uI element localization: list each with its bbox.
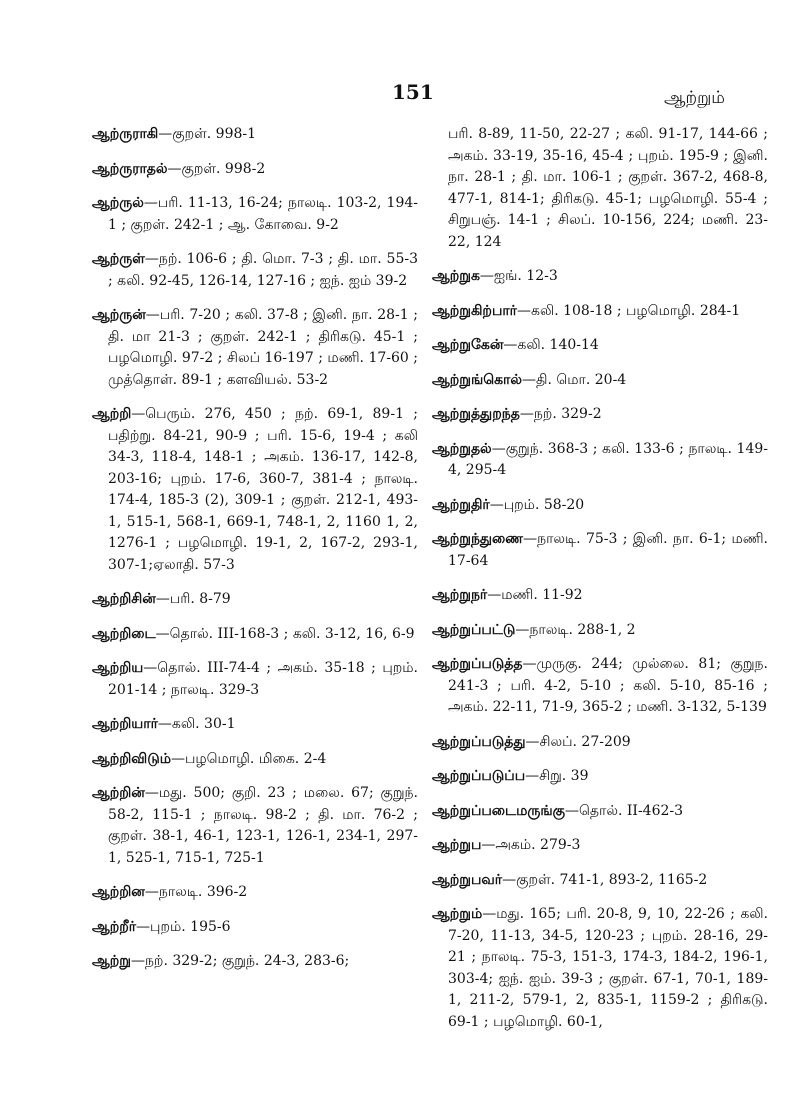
entry-references: —சிலப். 27-209: [525, 733, 631, 750]
index-entry: [92, 951, 418, 973]
entry-headword: ஆற்றுகிற்பார்: [432, 302, 517, 319]
entry-references: —நாலடி. 75-3 ; இனி. நா. 6-1; மணி. 17-64: [448, 531, 768, 569]
entry-references: —பழமொழி. மிகை. 2-4: [170, 750, 327, 767]
entry-headword: ஆற்றிய: [92, 660, 144, 676]
index-entry: [92, 749, 418, 771]
entry-headword: ஆற்றுப்படுத்து: [432, 733, 526, 750]
index-entry: [432, 301, 768, 323]
entry-references: பரி. 8-89, 11-50, 22-27 ; கலி. 91-17, 144-66 ; அகம். 33-19, 35-16, 45-4 ; புறம். 195-9 ; இனி. நா. 28-1 ; தி. மா. 106-1 ; குறள். 367-2, 468-8, 477-1, 814-1; திரிகடு. 45-1; பழமொழி. 55-4 ; சிறுபஞ். 14-1 ; சிலப். 10-156, 224; மணி. 23-22, 124: [448, 126, 768, 250]
entry-references: —அகம். 279-3: [481, 837, 581, 853]
index-entry: [432, 654, 768, 719]
entry-references: —நாலடி. 288-1, 2: [515, 621, 636, 638]
entry-references: —தொல். II-462-3: [565, 802, 684, 819]
entry-references: —நாலடி. 396-2: [144, 884, 248, 900]
entry-references: —மது. 500; குறி. 23 ; மலை. 67; குறுந். 58-2, 115-1 ; நாலடி. 98-2 ; தி. மா. 76-2 ; குறள். 38-1, 46-1, 123-1, 126-1, 234-1, 297-1, 525-1, 715-1, 725-1: [108, 785, 418, 866]
entry-references: —நற். 329-2: [519, 406, 602, 422]
index-entry: [92, 404, 418, 576]
index-entry: [92, 658, 418, 701]
index-entry: [92, 714, 418, 736]
entry-headword: ஆற்றுப்படுப்ப: [432, 768, 526, 784]
index-entry: [432, 335, 768, 357]
index-entry: [92, 159, 418, 181]
entry-headword: ஆற்றும்: [432, 906, 483, 922]
index-entry: [432, 266, 768, 288]
index-entry: [92, 917, 418, 939]
entry-references: —கலி. 108-18 ; பழமொழி. 284-1: [516, 302, 741, 319]
entry-references: —நற். 106-6 ; தி. மொ. 7-3 ; தி. மா. 55-3 ; கலி. 92-45, 126-14, 127-16 ; ஐந். ஐம் 39-2: [108, 251, 418, 289]
entry-headword: ஆற்ருல்: [92, 195, 144, 211]
entry-headword: ஆற்ருன்: [92, 307, 146, 323]
entry-headword: ஆற்றுப்படுத்த: [432, 656, 523, 672]
entry-headword: ஆற்றுதல்: [432, 440, 492, 457]
index-entry: [432, 732, 768, 754]
index-entry: [92, 124, 418, 146]
entry-references: —நற். 329-2; குறுந். 24-3, 283-6;: [130, 953, 350, 969]
index-entry: [92, 783, 418, 869]
index-entry: [92, 305, 418, 391]
right-column: [432, 124, 768, 1046]
entry-headword: ஆற்றுபவர்: [432, 871, 503, 888]
entry-headword: ஆற்றுநர்: [432, 587, 488, 603]
index-entry: [92, 193, 418, 236]
index-entry: [432, 529, 768, 572]
entry-headword: ஆற்றுக: [432, 268, 480, 284]
index-entry: [432, 124, 768, 253]
entry-references: —பரி. 7-20 ; கலி. 37-8 ; இனி. நா. 28-1 ; தி. மா 21-3 ; குறள். 242-1 ; திரிகடு. 45-1 ; பழமொழி. 97-2 ; சிலப் 16-197 ; மணி. 17-60 ; முத்தொள். 89-1 ; களவியல். 53-2: [108, 307, 418, 388]
index-entry: [92, 624, 418, 646]
entry-headword: ஆற்றுங்கொல்: [432, 371, 522, 388]
entry-references: —புறம். 195-6: [136, 918, 231, 935]
index-entry: [432, 495, 768, 517]
entry-references: —குறுந். 368-3 ; கலி. 133-6 ; நாலடி. 149-4, 295-4: [448, 440, 768, 478]
entry-headword: ஆற்றுத்துறந்த: [432, 406, 520, 422]
running-head: ஆற்றும்: [664, 88, 725, 108]
entry-references: —பரி. 11-13, 16-24; நாலடி. 103-2, 194-1 ; குறள். 242-1 ; ஆ. கோவை. 9-2: [108, 195, 418, 233]
index-entry: [432, 585, 768, 607]
entry-headword: ஆற்றுதிர்: [432, 496, 490, 513]
entry-references: —கலி. 140-14: [503, 337, 599, 353]
index-entry: [92, 249, 418, 292]
entry-references: —புறம். 58-20: [489, 496, 585, 513]
page-number: 151: [392, 80, 434, 104]
entry-headword: ஆற்றிடை: [92, 625, 156, 642]
entry-references: —தொல். III-74-4 ; அகம். 35-18 ; புறம். 201-14 ; நாலடி. 329-3: [108, 660, 418, 698]
entry-references: —சிறு. 39: [525, 768, 589, 784]
entry-references: —பெரும். 276, 450 ; நற். 69-1, 89-1 ; பதிற்று. 84-21, 90-9 ; பரி. 15-6, 19-4 ; கலி 34-3, 118-4, 148-1 ; அகம். 136-17, 142-8, 203-16; புறம். 17-6, 360-7, 381-4 ; நாலடி. 174-4, 185-3 (2), 309-1 ; குறள். 212-1, 493-1, 515-1, 568-1, 669-1, 748-1, 2, 1160 1, 2, 1276-1 ; பழமொழி. 19-1, 2, 167-2, 293-1, 307-1;ஏலாதி. 57-3: [108, 406, 418, 573]
entry-references: —பரி. 8-79: [155, 591, 231, 607]
entry-references: —குறள். 998-2: [167, 160, 266, 177]
entry-references: —ஐங். 12-3: [479, 268, 558, 284]
index-entry: [92, 882, 418, 904]
entry-headword: ஆற்றுப: [432, 837, 482, 853]
entry-references: —மது. 165; பரி. 20-8, 9, 10, 22-26 ; கலி. 7-20, 11-13, 34-5, 120-23 ; புறம். 28-16, 29-21 ; நாலடி. 75-3, 151-3, 174-3, 184-2, 196-1, 303-4; ஐந். ஐம். 39-3 ; குறள். 67-1, 70-1, 189-1, 211-2, 579-1, 2, 835-1, 1159-2 ; திரிகடு. 69-1 ; பழமொழி. 60-1,: [448, 906, 768, 1030]
entry-references: —கலி. 30-1: [157, 716, 236, 732]
index-entry: [432, 439, 768, 482]
entry-headword: ஆற்றிசின்: [92, 591, 156, 607]
left-column: [92, 124, 418, 986]
index-entry: [432, 370, 768, 392]
entry-headword: ஆற்ருராதல்: [92, 160, 168, 177]
index-entry: [432, 801, 768, 823]
index-entry: [92, 589, 418, 611]
entry-references: —குறள். 998-1: [158, 126, 257, 142]
index-entry: [432, 835, 768, 857]
entry-references: —குறள். 741-1, 893-2, 1165-2: [502, 871, 708, 888]
entry-headword: ஆற்றுப்படைமருங்கு: [432, 802, 566, 819]
entry-headword: ஆற்ருள்: [92, 251, 145, 267]
entry-references: —தி. மொ. 20-4: [522, 371, 627, 388]
entry-headword: ஆற்றி: [92, 406, 132, 422]
entry-headword: ஆற்றுந்துணை: [432, 531, 524, 547]
entry-headword: ஆற்ருராகி: [92, 126, 159, 142]
entry-references: —முருகு. 244; முல்லை. 81; குறுந. 241-3 ; பரி. 4-2, 5-10 ; கலி. 5-10, 85-16 ; அகம். 22-11, 71-9, 365-2 ; மணி. 3-132, 5-139: [448, 656, 768, 715]
entry-headword: ஆற்றிவிடும்: [92, 750, 171, 767]
index-entry: [432, 404, 768, 426]
entry-headword: ஆற்றுப்பட்டு: [432, 621, 516, 638]
index-entry: [432, 904, 768, 1033]
entry-headword: ஆற்றீர்: [92, 918, 137, 935]
index-entry: [432, 870, 768, 892]
entry-references: —மணி. 11-92: [487, 587, 583, 603]
entry-headword: ஆற்றியார்: [92, 716, 158, 732]
entry-references: —தொல். III-168-3 ; கலி. 3-12, 16, 6-9: [155, 625, 415, 642]
entry-headword: ஆற்றின்: [92, 785, 145, 801]
index-entry: [432, 766, 768, 788]
entry-headword: ஆற்றின: [92, 884, 145, 900]
entry-headword: ஆற்று: [92, 953, 131, 969]
index-entry: [432, 620, 768, 642]
entry-headword: ஆற்றுகேன்: [432, 337, 504, 353]
